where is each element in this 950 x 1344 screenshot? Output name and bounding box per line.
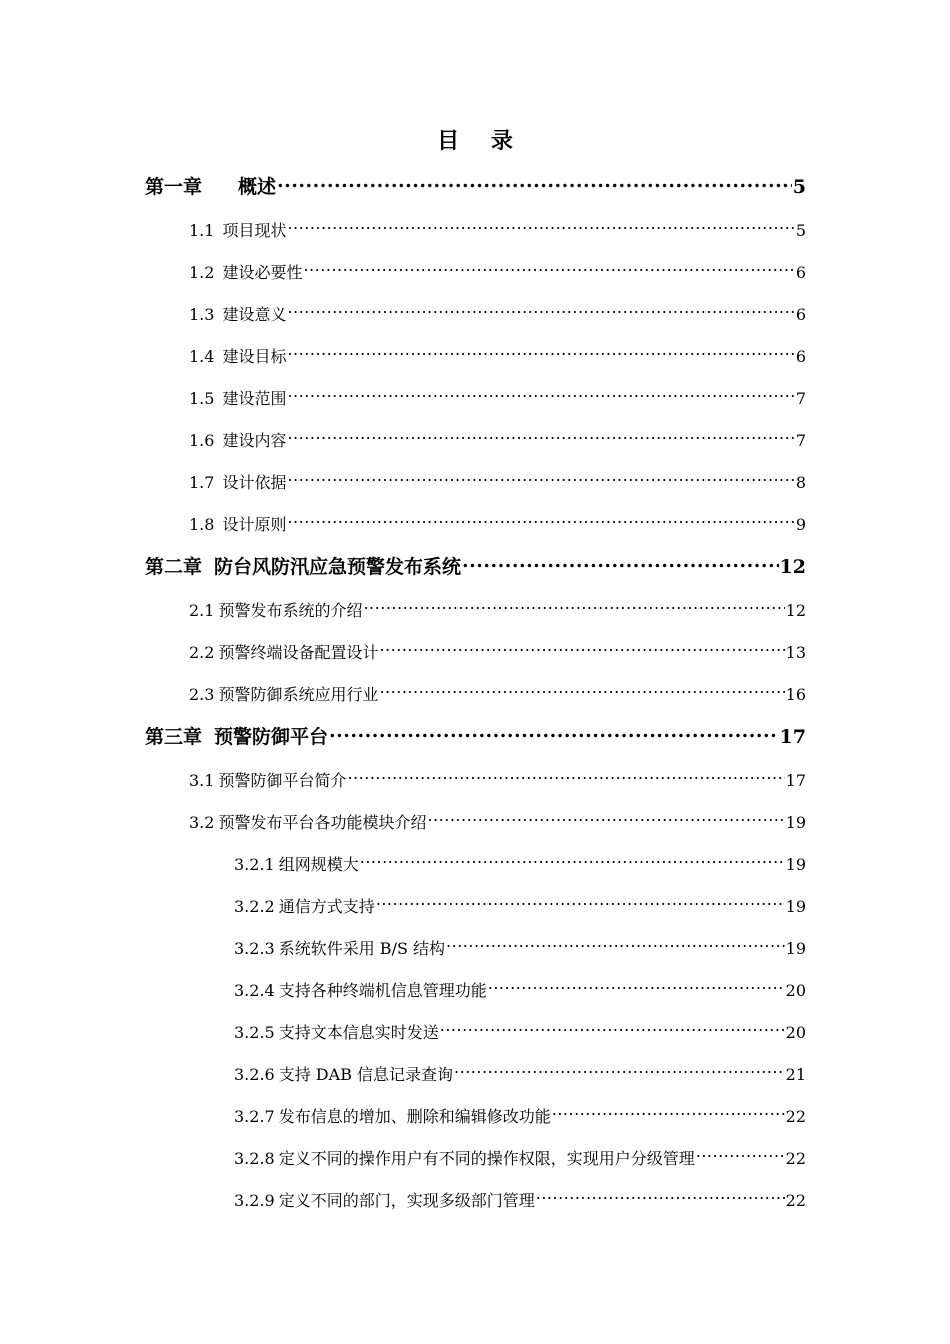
toc-entry-number: 第二章 [145, 556, 203, 578]
toc-entry-label: 组网规模大 [278, 855, 359, 874]
toc-entry-label: 概述 [238, 176, 277, 198]
toc-entry-label: 发布信息的增加、删除和编辑修改功能 [278, 1107, 551, 1126]
toc-entry-section[interactable] [189, 808, 806, 838]
toc-entry-number: 3.1 [189, 771, 215, 790]
toc-entry-label: 预警防御系统应用行业 [218, 685, 379, 704]
toc-entry-label: 建设范围 [222, 389, 287, 408]
toc-entry-number: 3.2.1 [234, 855, 275, 874]
toc-entry-page: 9 [795, 515, 806, 534]
toc-leader-dots [376, 896, 785, 912]
toc-entry-page: 7 [795, 389, 806, 408]
toc-entry-page: 5 [792, 176, 806, 198]
toc-entry-section[interactable] [189, 258, 806, 288]
toc-entry-subsection[interactable] [234, 1144, 806, 1174]
toc-entry-label: 支持 DAB 信息记录查询 [278, 1065, 454, 1084]
toc-leader-dots [329, 724, 779, 743]
toc-entry-page: 12 [785, 601, 806, 620]
toc-leader-dots [363, 600, 784, 616]
toc-entry-number: 2.1 [189, 601, 215, 620]
toc-entry-page: 16 [785, 685, 806, 704]
toc-entry-page: 20 [785, 981, 806, 1000]
toc-entry-label: 定义不同的部门，实现多级部门管理 [278, 1191, 535, 1210]
toc-entry-subsection[interactable] [234, 1060, 806, 1090]
toc-entry-number: 1.3 [189, 305, 215, 324]
toc-leader-dots [303, 262, 794, 278]
toc-entry-number: 第一章 [145, 176, 203, 198]
toc-entry-page: 17 [785, 771, 806, 790]
toc-entry-page: 19 [785, 897, 806, 916]
toc-title: 目 录 [437, 128, 525, 154]
toc-entry-number: 1.8 [189, 515, 215, 534]
toc-entry-label: 设计原则 [222, 515, 287, 534]
toc-entry-section[interactable] [189, 384, 806, 414]
toc-entry-section[interactable] [189, 638, 806, 668]
toc-entry-number: 1.5 [189, 389, 215, 408]
toc-leader-dots [462, 554, 779, 573]
toc-entry-number: 3.2.7 [234, 1107, 275, 1126]
toc-leader-dots [446, 938, 785, 954]
toc-entry-page: 7 [795, 431, 806, 450]
toc-entry-page: 19 [785, 813, 806, 832]
toc-entry-label: 预警终端设备配置设计 [218, 643, 379, 662]
toc-leader-dots [287, 388, 794, 404]
toc-entry-label: 防台风防汛应急预警发布系统 [214, 556, 462, 578]
toc-entry-number: 3.2 [189, 813, 215, 832]
toc-entry-label: 预警发布系统的介绍 [218, 601, 363, 620]
toc-entry-number: 3.2.8 [234, 1149, 275, 1168]
toc-leader-dots [379, 642, 784, 658]
toc-entry-label: 建设必要性 [222, 263, 303, 282]
toc-entry-section[interactable] [189, 300, 806, 330]
toc-entry-number: 1.7 [189, 473, 215, 492]
toc-leader-dots [287, 514, 794, 530]
toc-entry-section[interactable] [189, 426, 806, 456]
toc-entry-section[interactable] [189, 342, 806, 372]
toc-entry-subsection[interactable] [234, 934, 806, 964]
toc-entry-number: 1.1 [189, 221, 215, 240]
toc-entry-chapter[interactable] [145, 172, 806, 202]
toc-entry-subsection[interactable] [234, 976, 806, 1006]
toc-entry-number: 2.3 [189, 685, 215, 704]
toc-entry-label: 设计依据 [222, 473, 287, 492]
toc-entry-page: 13 [785, 643, 806, 662]
toc-leader-dots [696, 1148, 785, 1164]
toc-entry-page: 22 [785, 1191, 806, 1210]
toc-entry-page: 22 [785, 1149, 806, 1168]
toc-leader-dots [287, 472, 794, 488]
toc-entry-page: 6 [795, 347, 806, 366]
toc-leader-dots [379, 684, 784, 700]
toc-entry-number: 1.4 [189, 347, 215, 366]
toc-entry-label: 预警防御平台 [214, 726, 329, 748]
toc-entry-label: 支持各种终端机信息管理功能 [278, 981, 487, 1000]
toc-entry-number: 2.2 [189, 643, 215, 662]
toc-leader-dots [287, 220, 794, 236]
toc-entry-number: 3.2.3 [234, 939, 275, 958]
toc-entry-label: 建设意义 [222, 305, 287, 324]
toc-entry-subsection[interactable] [234, 1102, 806, 1132]
toc-entry-page: 5 [795, 221, 806, 240]
toc-entry-section[interactable] [189, 680, 806, 710]
toc-entry-number: 3.2.4 [234, 981, 275, 1000]
toc-entry-label: 系统软件采用 B/S 结构 [278, 939, 446, 958]
toc-entry-chapter[interactable] [145, 552, 806, 582]
toc-leader-dots [287, 430, 794, 446]
toc-entry-label: 预警防御平台简介 [218, 771, 347, 790]
toc-entry-label: 项目现状 [222, 221, 287, 240]
toc-entry-label: 定义不同的操作用户有不同的操作权限，实现用户分级管理 [278, 1149, 695, 1168]
toc-entry-chapter[interactable] [145, 722, 806, 752]
toc-entry-number: 3.2.5 [234, 1023, 275, 1042]
toc-entry-label: 通信方式支持 [278, 897, 375, 916]
toc-entry-label: 建设内容 [222, 431, 287, 450]
toc-entry-label: 建设目标 [222, 347, 287, 366]
toc-entry-section[interactable] [189, 468, 806, 498]
toc-entry-page: 8 [795, 473, 806, 492]
toc-leader-dots [287, 346, 794, 362]
toc-entry-number: 1.6 [189, 431, 215, 450]
toc-entry-page: 6 [795, 305, 806, 324]
toc-entry-label: 预警发布平台各功能模块介绍 [218, 813, 427, 832]
toc-leader-dots [287, 304, 794, 320]
toc-leader-dots [488, 980, 785, 996]
toc-leader-dots [277, 174, 792, 193]
toc-entry-number: 1.2 [189, 263, 215, 282]
toc-entry-number: 3.2.2 [234, 897, 275, 916]
toc-entry-page: 17 [779, 726, 806, 748]
toc-entry-section[interactable] [189, 766, 806, 796]
toc-entry-section[interactable] [189, 216, 806, 246]
toc-entry-page: 6 [795, 263, 806, 282]
toc-leader-dots [454, 1064, 785, 1080]
toc-entry-subsection[interactable] [234, 892, 806, 922]
toc-entry-number: 3.2.9 [234, 1191, 275, 1210]
toc-entry-section[interactable] [189, 510, 806, 540]
toc-entry-subsection[interactable] [234, 1186, 806, 1216]
toc-leader-dots [360, 854, 785, 870]
toc-leader-dots [427, 812, 784, 828]
toc-leader-dots [347, 770, 784, 786]
toc-entry-page: 19 [785, 939, 806, 958]
toc-entry-subsection[interactable] [234, 850, 806, 880]
toc-leader-dots [552, 1106, 785, 1122]
toc-entry-page: 20 [785, 1023, 806, 1042]
toc-leader-dots [536, 1190, 785, 1206]
toc-entry-page: 22 [785, 1107, 806, 1126]
toc-entry-label: 支持文本信息实时发送 [278, 1023, 439, 1042]
toc-entry-section[interactable] [189, 596, 806, 626]
toc-entry-subsection[interactable] [234, 1018, 806, 1048]
toc-entry-page: 21 [785, 1065, 806, 1084]
toc-entry-page: 12 [779, 556, 806, 578]
toc-leader-dots [440, 1022, 785, 1038]
toc-entry-page: 19 [785, 855, 806, 874]
toc-entry-number: 第三章 [145, 726, 203, 748]
toc-entry-number: 3.2.6 [234, 1065, 275, 1084]
